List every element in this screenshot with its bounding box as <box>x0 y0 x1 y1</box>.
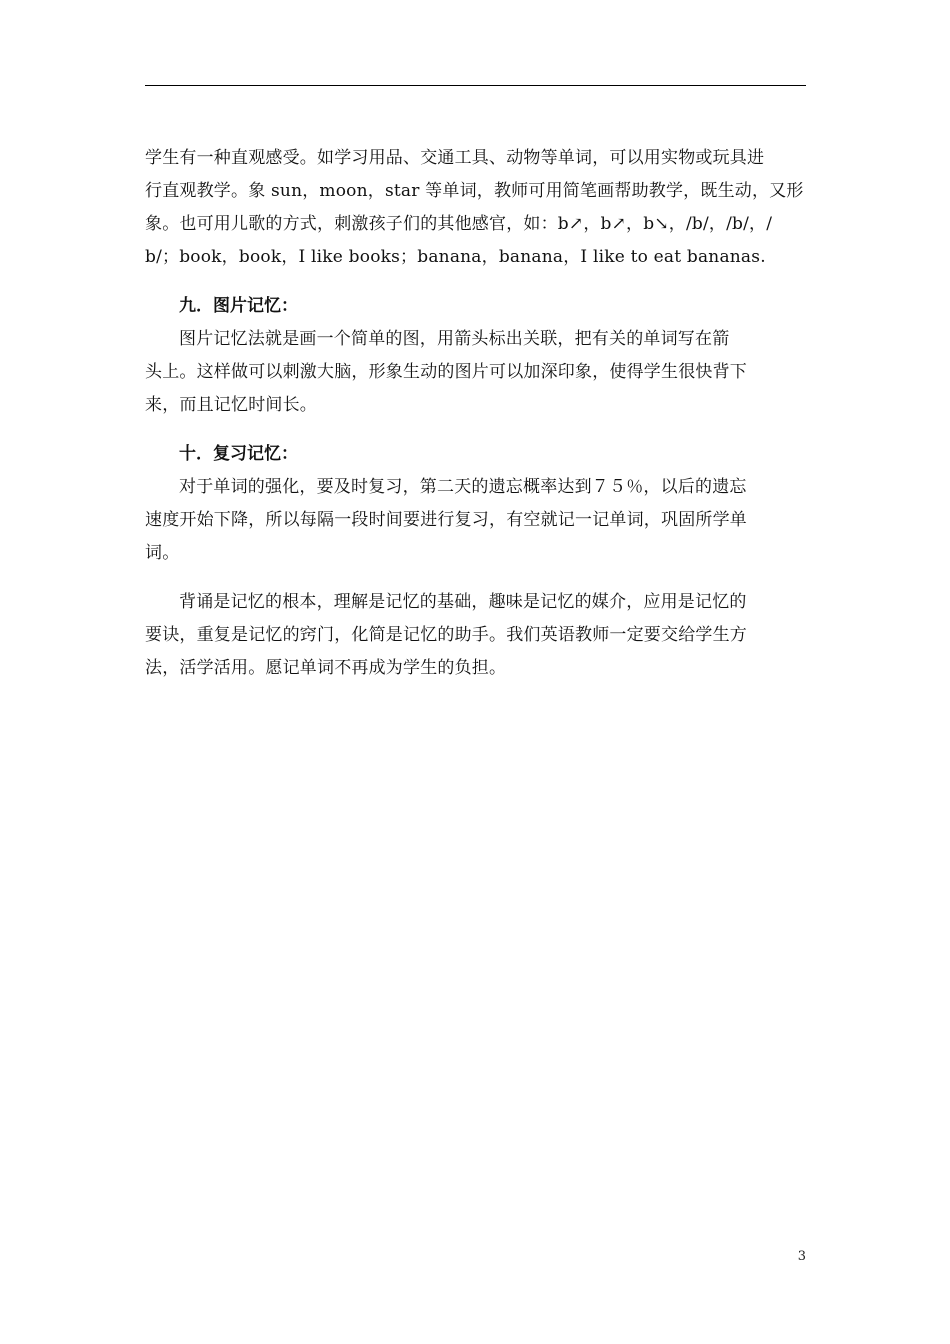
conclusion-paragraph <box>145 586 806 685</box>
section-10-paragraph <box>145 471 806 570</box>
text-line: b/；book，book，I like books；banana，banana，I like to eat bananas. <box>145 247 766 267</box>
page-content <box>145 142 806 685</box>
text-line: 对于单词的强化，要及时复习，第二天的遗忘概率达到７５％，以后的遗忘 <box>179 477 747 497</box>
section-heading-9: 九．图片记忆： <box>179 296 298 316</box>
text-line: 速度开始下降，所以每隔一段时间要进行复习，有空就记一记单词，巩固所学单 <box>145 510 747 530</box>
text-line: 来，而且记忆时间长。 <box>145 395 317 415</box>
text-line: 背诵是记忆的根本，理解是记忆的基础，趣味是记忆的媒介，应用是记忆的 <box>179 592 747 612</box>
intro-paragraph <box>145 142 806 274</box>
header-rule <box>145 85 806 86</box>
text-line: 图片记忆法就是画一个简单的图，用箭头标出关联，把有关的单词写在箭 <box>179 329 730 349</box>
text-line: 法，活学活用。愿记单词不再成为学生的负担。 <box>145 658 507 678</box>
page-number: 3 <box>797 1249 806 1264</box>
text-line: 要诀，重复是记忆的窍门，化简是记忆的助手。我们英语教师一定要交给学生方 <box>145 625 747 645</box>
text-line: 头上。这样做可以刺激大脑，形象生动的图片可以加深印象，使得学生很快背下 <box>145 362 747 382</box>
text-line: 行直观教学。象 sun，moon，star 等单词，教师可用简笔画帮助教学，既生动，又形 <box>145 181 804 201</box>
section-heading-10: 十．复习记忆： <box>179 444 298 464</box>
text-line: 词。 <box>145 543 180 563</box>
section-9-paragraph <box>145 323 806 422</box>
text-line: 学生有一种直观感受。如学习用品、交通工具、动物等单词，可以用实物或玩具进 <box>145 148 765 168</box>
text-line: 象。也可用儿歌的方式，刺激孩子们的其他感官，如：b↗，b↗，b↘，/b/，/b/，/ <box>145 214 773 234</box>
